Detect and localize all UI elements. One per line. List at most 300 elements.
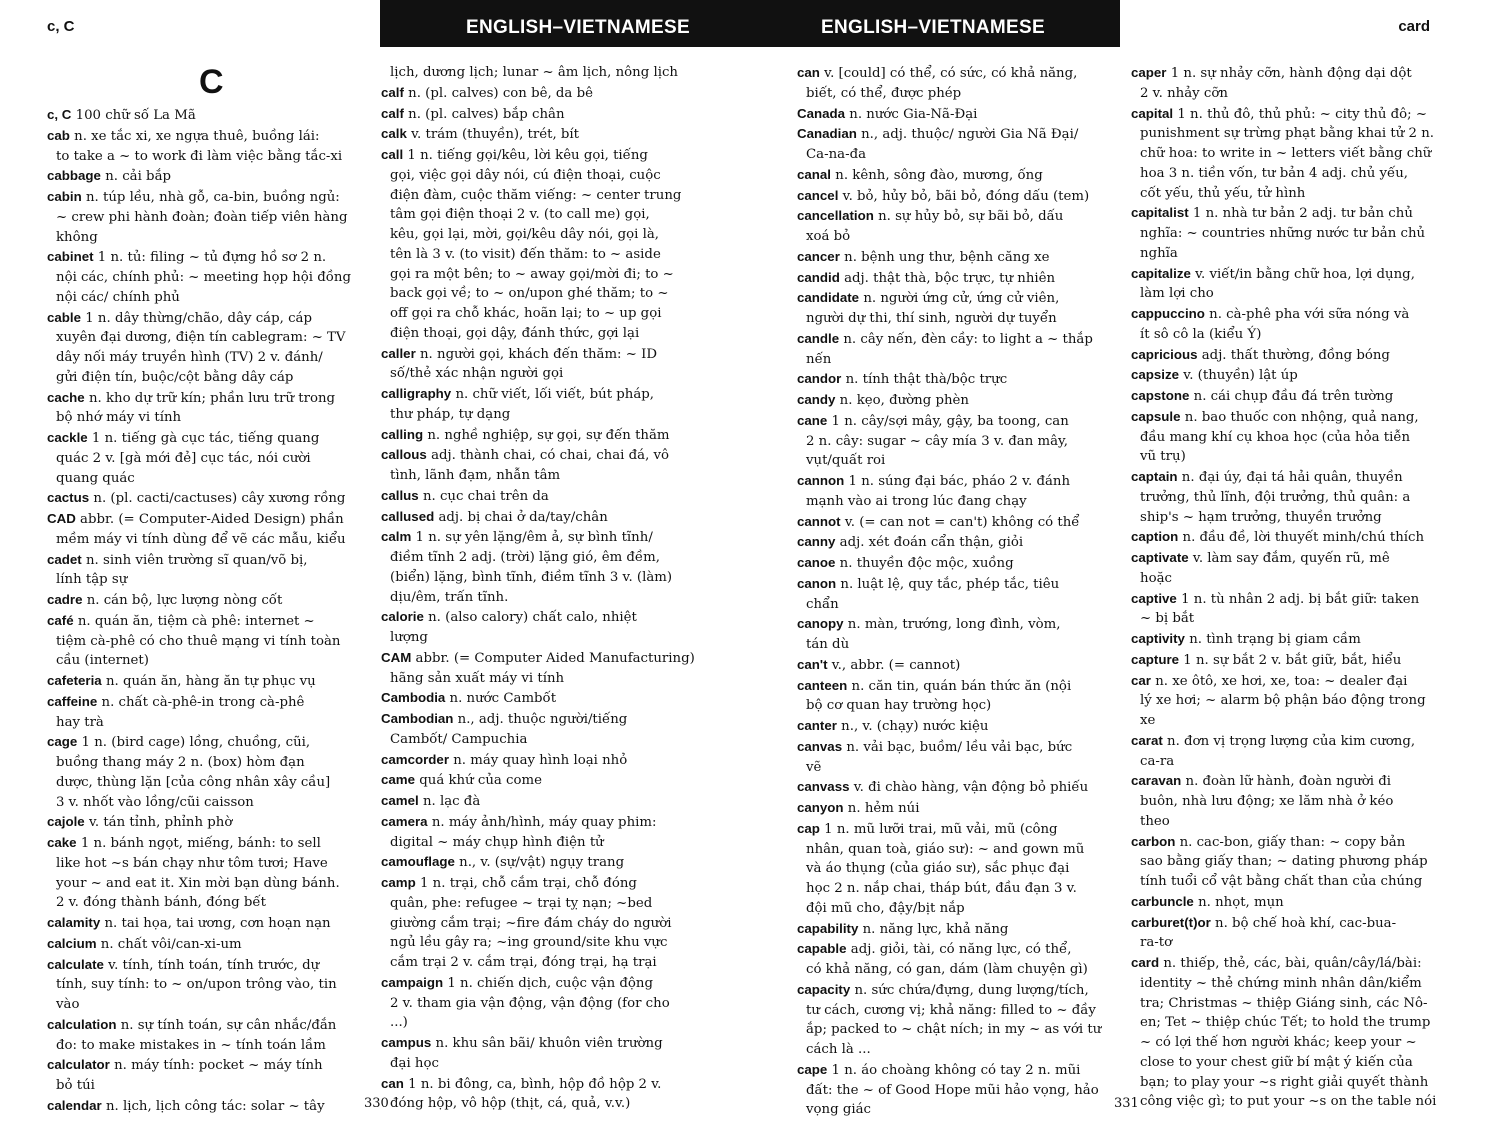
definition-text: thư pháp, tự dạng <box>390 406 511 422</box>
definition-text: quá khứ của come <box>419 773 542 789</box>
entry-line <box>1131 832 1456 853</box>
definition-text: n. người ứng cử, ứng cử viên, <box>863 291 1060 307</box>
entry-line <box>381 507 711 528</box>
definition-text: identity ~ thẻ chứng minh nhân dân/kiểm <box>1140 975 1422 991</box>
definition-text: n. cục chai trên da <box>422 488 549 504</box>
entry-continuation-line <box>381 628 711 648</box>
definition-text: n. cac-bon, giấy than: ~ copy bản <box>1179 834 1406 850</box>
entry-continuation-line <box>381 225 711 245</box>
definition-text: điện đàm, cuộc thăm viếng: ~ center trung <box>390 187 682 203</box>
entry-line <box>1131 913 1456 934</box>
entry-continuation-line <box>1131 691 1456 711</box>
headword: camel <box>381 793 419 808</box>
entry-line <box>1131 467 1456 488</box>
headword: capture <box>1131 651 1180 667</box>
entry-continuation-line <box>797 309 1119 329</box>
definition-text: quân, phe: refugee ~ trại tỵ nạn; ~bed <box>390 895 653 911</box>
entry-line <box>797 676 1119 697</box>
definition-text: n. vải bạc, buồm/ lều vải bạc, bức <box>846 739 1073 755</box>
headword: capsule <box>1131 408 1181 424</box>
definition-text: 1 n. cây/sợi mây, gậy, ba toong, can <box>831 413 1069 429</box>
definition-text: đo: to make mistakes in ~ tính toán lầm <box>56 1037 326 1053</box>
entry-continuation-line <box>1131 488 1456 508</box>
entry-line <box>381 344 711 365</box>
definition-text: n. luật lệ, quy tắc, phép tắc, tiêu <box>840 576 1060 592</box>
headword: card <box>1131 955 1160 970</box>
entry-line <box>47 488 369 509</box>
entry-continuation-line <box>1131 974 1456 994</box>
headword: camp <box>381 875 416 890</box>
headword: cache <box>47 389 85 405</box>
entry-line <box>797 247 1119 268</box>
definition-text: vũ trụ) <box>1140 449 1186 465</box>
definition-text: tiệm cà-phê có cho thuê mạng vi tính toàn <box>56 633 341 649</box>
entry-line <box>47 1055 369 1076</box>
headword: carbon <box>1131 833 1176 849</box>
definition-text: tư cách, cương vị; khả năng: filled to ~ đầy <box>806 1002 1096 1018</box>
entry-continuation-line <box>47 328 369 348</box>
definition-text: v. trám (thuyền), trét, bít <box>411 127 580 143</box>
entry-line <box>1131 629 1456 650</box>
entry-line <box>1131 264 1456 285</box>
definition-text: n. tình trạng bị giam cầm <box>1189 632 1361 647</box>
headword: candle <box>797 330 840 346</box>
definition-text: dược, thùng lặn [của công nhân xây cầu] <box>56 774 331 790</box>
headword: capability <box>797 920 859 936</box>
definition-text: ca-ra <box>1140 753 1175 769</box>
entry-line <box>1131 671 1456 692</box>
entry-continuation-line <box>381 548 711 568</box>
headword: Canadian <box>797 126 857 142</box>
entry-continuation-line <box>47 208 369 228</box>
entry-continuation-line <box>797 879 1119 899</box>
dictionary-column-4 <box>1131 63 1456 1112</box>
definition-text: buồng thang máy 2 n. (box) hòm đạn <box>56 755 305 770</box>
definition-text: bộ nhớ máy vi tính <box>56 410 182 426</box>
definition-text: n., adj. thuộc người/tiếng <box>457 712 628 727</box>
headword: capitalist <box>1131 205 1189 221</box>
entry-continuation-line <box>381 669 711 689</box>
definition-text: tán dù <box>806 637 850 652</box>
entry-continuation-line <box>797 1100 1119 1120</box>
definition-text: n. lịch, lịch công tác: solar ~ tây <box>105 1098 325 1114</box>
definition-text: tính, suy tính: to ~ on/upon trông vào, tin <box>56 977 337 993</box>
definition-text: nghĩa <box>1140 245 1178 261</box>
definition-text: lính tập sự <box>56 572 128 588</box>
entry-line <box>381 688 711 709</box>
entry-line <box>797 737 1119 758</box>
entry-line <box>381 104 711 125</box>
definition-text: mềm máy vi tính dùng để vẽ các mẫu, kiểu <box>56 531 346 547</box>
definition-text: v. đi chào hàng, vận động bỏ phiếu <box>853 780 1089 796</box>
guide-word-left: c, C <box>47 18 75 35</box>
entry-line <box>797 798 1119 819</box>
headword: capitalize <box>1131 265 1191 281</box>
definition-text: lượng <box>390 630 428 645</box>
definition-text: 1 n. tù nhân 2 adj. bị bắt giữ: taken <box>1181 591 1420 607</box>
headword: caper <box>1131 65 1167 80</box>
definition-text: n. bao thuốc con nhộng, quả nang, <box>1184 409 1419 425</box>
entry-continuation-line <box>1131 711 1456 731</box>
headword: cajole <box>47 814 85 830</box>
definition-text: n. sức chứa/đựng, dung lượng/tích, <box>854 982 1089 998</box>
definition-text: ~ crew phi hành đoàn; đoàn tiếp viên hàng <box>56 209 348 225</box>
entry-continuation-line <box>381 914 711 934</box>
definition-text: n. đoàn lữ hành, đoàn người đi <box>1185 774 1392 790</box>
entry-continuation-line <box>1131 1092 1456 1112</box>
headword: capable <box>797 941 847 957</box>
entry-continuation-line <box>381 1094 711 1114</box>
definition-text: n. căn tin, quán bán thức ăn (nội <box>851 678 1072 694</box>
definition-text: 1 n. súng đại bác, pháo 2 v. đánh <box>848 474 1071 489</box>
definition-text: lý xe hơi; ~ alarm bộ phận báo động trong <box>1140 693 1426 709</box>
definition-text: n. màn, trướng, long đình, vòm, <box>847 617 1061 633</box>
entry-line <box>381 973 711 994</box>
headword: callus <box>381 487 419 503</box>
entry-continuation-line <box>1131 872 1456 892</box>
entry-line <box>47 590 369 611</box>
entry-continuation-line <box>47 348 369 368</box>
definition-text: digital ~ máy chụp hình điện tử <box>390 834 604 850</box>
definition-text: ...) <box>390 1015 408 1031</box>
headword: canyon <box>797 800 844 815</box>
definition-text: tình, lãnh đạm, nhẫn tâm <box>390 468 561 483</box>
entry-continuation-line <box>1131 244 1456 264</box>
entry-continuation-line <box>381 265 711 285</box>
definition-text: 1 n. chiến dịch, cuộc vận động <box>447 975 653 991</box>
definition-text: n. tính thật thà/bộc trực <box>845 372 1008 388</box>
entry-line <box>1131 63 1456 84</box>
entry-continuation-line <box>381 405 711 425</box>
page-number-right: 331 <box>1114 1096 1139 1111</box>
entry-line <box>797 980 1119 1001</box>
headword: canopy <box>797 616 844 632</box>
entry-continuation-line <box>1131 1013 1456 1033</box>
headword: cable <box>47 309 82 325</box>
headword: capital <box>1131 105 1174 121</box>
entry-continuation-line <box>381 324 711 344</box>
definition-text: học 2 n. nắp chai, tháp bút, đầu đạn 3 v. <box>806 881 1077 896</box>
headword: caffeine <box>47 693 98 709</box>
entry-continuation-line <box>797 84 1119 104</box>
definition-text: điềm tĩnh 2 adj. (trời) lặng gió, êm đềm, <box>390 550 660 565</box>
definition-text: back gọi về; to ~ on/upon ghé thăm; to ~ <box>390 286 669 302</box>
definition-text: cầu (internet) <box>56 653 149 669</box>
headword: camcorder <box>381 751 449 767</box>
definition-text: adj. xét đoán cẩn thận, giỏi <box>839 535 1024 551</box>
headword: can <box>797 65 820 80</box>
entry-line <box>47 428 369 449</box>
headword: caller <box>381 345 416 361</box>
definition-text: v. tán tỉnh, phỉnh phờ <box>88 815 233 831</box>
definition-text: n. xe tắc xi, xe ngựa thuê, buồng lái: <box>74 128 320 144</box>
entry-continuation-line <box>381 833 711 853</box>
entry-continuation-line <box>47 469 369 489</box>
definition-text: đầu mang khí cụ khoa học (của hỏa tiễn <box>1140 429 1411 445</box>
definition-text: n. máy tính: pocket ~ máy tính <box>114 1058 323 1074</box>
entry-line <box>1131 527 1456 548</box>
entry-line <box>381 812 711 833</box>
entry-line <box>381 791 711 812</box>
definition-text: lịch, dương lịch; lunar ~ âm lịch, nông lịch <box>390 65 678 80</box>
definition-text: n. chất vôi/can-xi-um <box>100 936 242 952</box>
entry-line <box>797 206 1119 227</box>
definition-text: adj. thành chai, có chai, chai đá, vô <box>431 448 670 464</box>
definition-text: tra; Christmas ~ thiệp Giáng sinh, các Nô- <box>1140 995 1428 1011</box>
entry-continuation-line <box>47 753 369 773</box>
entry-line <box>47 550 369 571</box>
definition-text: 1 n. bánh ngọt, miếng, bánh: to sell <box>80 836 321 851</box>
definition-text: v. viết/in bằng chữ hoa, lợi dụng, <box>1195 266 1415 282</box>
headword: candy <box>797 392 836 407</box>
headword: cancer <box>797 248 840 264</box>
entry-line <box>797 1060 1119 1081</box>
entry-line <box>381 486 711 507</box>
entry-continuation-line <box>797 960 1119 980</box>
entry-continuation-line <box>381 1013 711 1033</box>
page-header-banner-right <box>750 0 1120 47</box>
definition-text: 1 n. bi đông, ca, bình, hộp đồ hộp 2 v. <box>408 1076 662 1092</box>
headword: candid <box>797 269 840 285</box>
definition-text: có khả năng, có gan, dám (làm chuyện gì) <box>806 962 1088 977</box>
definition-text: 1 n. sự nhảy cỡn, hành động dại dột <box>1170 66 1412 81</box>
entry-continuation-line <box>1131 1053 1456 1073</box>
definition-text: biết, có thể, được phép <box>806 85 962 101</box>
definition-text: ắp; packed to ~ chật ních; in my ~ as với tư <box>806 1022 1102 1038</box>
definition-text: đội mũ cho, đậy/bịt nắp <box>806 900 965 916</box>
definition-text: ngủ lều gây ra; ~ing ground/site khu vực <box>390 935 668 951</box>
definition-text: cắm trại 2 v. cắm trại, đóng trại, hạ trại <box>390 955 657 970</box>
entry-line <box>1131 953 1456 974</box>
headword: can't <box>797 656 828 672</box>
entry-line <box>797 186 1119 207</box>
headword: camouflage <box>381 854 455 870</box>
entry-line <box>381 873 711 894</box>
definition-text: mạnh vào ai trong lúc đang chạy <box>806 493 1027 509</box>
headword: carat <box>1131 732 1163 748</box>
definition-text: nhân, quan toà, giáo sư): ~ and gown mũ <box>806 841 1085 857</box>
definition-text: xe <box>1140 713 1156 728</box>
entry-continuation-line <box>797 696 1119 716</box>
entry-continuation-line <box>47 1036 369 1056</box>
headword: candidate <box>797 290 860 306</box>
entry-line <box>1131 203 1456 224</box>
definition-text: n. lạc đà <box>422 794 481 809</box>
entry-line <box>47 1015 369 1036</box>
definition-text: đất: the ~ of Good Hope mũi hảo vọng, hảo <box>806 1082 1099 1098</box>
entry-continuation-line <box>797 451 1119 471</box>
entry-continuation-line <box>47 368 369 388</box>
definition-text: 1 n. thủ đô, thủ phủ: ~ city thủ đô; ~ <box>1177 106 1427 122</box>
entry-line <box>797 614 1119 635</box>
entry-line <box>797 819 1119 840</box>
definition-text: n., v. (chạy) nước kiệu <box>841 719 989 734</box>
entry-continuation-line <box>47 570 369 590</box>
headword: callous <box>381 447 427 463</box>
definition-text: 1 n. sự yên lặng/êm ả, sự bình tĩnh/ <box>415 530 653 546</box>
definition-text: n. nghề nghiệp, sự gọi, sự đến thăm <box>427 427 670 443</box>
headword: calamity <box>47 915 101 930</box>
definition-text: trưởng, thủ lĩnh, đội trưởng, thủ quân: a <box>1140 489 1411 505</box>
definition-text: vào <box>56 997 80 1012</box>
entry-continuation-line <box>47 1076 369 1096</box>
definition-text: n. năng lực, khả năng <box>862 921 1009 937</box>
entry-line <box>47 1096 369 1117</box>
definition-text: ship's ~ hạm trưởng, thuyền trưởng <box>1140 509 1382 525</box>
entry-continuation-line <box>47 793 369 813</box>
entry-continuation-line <box>381 1054 711 1074</box>
definition-text: off gọi ra chỗ khác, hoãn lại; to ~ up gọi <box>390 306 662 321</box>
entry-continuation-line <box>1131 933 1456 953</box>
headword: capstone <box>1131 388 1190 403</box>
definition-text: chữ hoa: to write in ~ letters viết bằng chữ <box>1140 146 1432 161</box>
entry-continuation-line <box>47 147 369 167</box>
definition-text: n. bộ chế hoà khí, cac-bua- <box>1215 915 1397 931</box>
definition-text: n. kho dự trữ kín; phần lưu trữ trong <box>88 390 336 406</box>
entry-line <box>797 390 1119 411</box>
definition-text: Ca-na-đa <box>806 147 867 162</box>
entry-line <box>381 648 711 669</box>
entry-continuation-line <box>797 145 1119 165</box>
entry-continuation-line <box>797 635 1119 655</box>
definition-text: nghĩa: ~ countries những nước tư bản chủ <box>1140 226 1426 241</box>
headword: cappuccino <box>1131 306 1205 321</box>
definition-text: làm lợi cho <box>1140 286 1214 302</box>
definition-text: 2 v. đóng thành bánh, đóng bết <box>56 895 266 911</box>
entry-continuation-line <box>1131 224 1456 244</box>
headword: cancel <box>797 187 839 203</box>
definition-text: n. nước Cambốt <box>449 691 557 707</box>
headword: cafeteria <box>47 673 102 688</box>
entry-line <box>797 369 1119 390</box>
entry-line <box>1131 407 1456 428</box>
definition-text: nến <box>806 351 832 367</box>
entry-continuation-line <box>381 953 711 973</box>
headword: canter <box>797 718 837 733</box>
headword: calcium <box>47 935 97 951</box>
definition-text: n. tai họa, tai ương, cơn hoạn nạn <box>104 916 331 931</box>
definition-text: ít sô cô la (kiểu Ý) <box>1140 326 1262 342</box>
definition-text: adj. thất thường, đồng bóng <box>1201 347 1390 363</box>
definition-text: n. khu sân bãi/ khuôn viên trường <box>435 1036 663 1051</box>
definition-text: dịu/êm, trấn tĩnh. <box>390 589 509 605</box>
entry-continuation-line <box>47 228 369 248</box>
entry-line <box>797 919 1119 940</box>
definition-text: n. sinh viên trường sĩ quan/võ bị, <box>85 552 308 568</box>
headword: can <box>381 1075 404 1091</box>
definition-text: v. làm say đắm, quyến rũ, mê <box>1192 551 1390 566</box>
headword: campus <box>381 1035 432 1050</box>
headword: cage <box>47 734 78 750</box>
definition-text: n. kẹo, đường phèn <box>839 393 969 408</box>
definition-text: 1 n. tiếng gà cục tác, tiếng quang <box>91 431 320 446</box>
entry-continuation-line <box>797 350 1119 370</box>
headword: cake <box>47 835 77 850</box>
definition-text: bạn; to play your ~s right giải quyết thành <box>1140 1074 1429 1090</box>
headword: canny <box>797 534 836 550</box>
entry-continuation-line <box>47 651 369 671</box>
definition-text: 1 n. trại, chỗ cắm trại, chỗ đóng <box>419 876 637 891</box>
headword: c, C <box>47 107 72 122</box>
definition-text: cốt yếu, thủ yếu, tử hình <box>1140 185 1306 201</box>
entry-line <box>47 671 369 692</box>
entry-line <box>797 655 1119 676</box>
entry-line <box>797 165 1119 186</box>
headword: canon <box>797 575 837 591</box>
entry-continuation-line <box>381 588 711 608</box>
definition-text: sao bằng giấy than; ~ dating phương pháp <box>1140 854 1428 870</box>
definition-text: nội các, chính phủ: ~ meeting họp hội đồng <box>56 270 351 285</box>
guide-word-right: card <box>1398 18 1430 35</box>
definition-text: 100 chữ số La Mã <box>75 108 196 123</box>
entry-continuation-line <box>1131 1073 1456 1093</box>
headword: carbuncle <box>1131 893 1194 909</box>
entry-line <box>1131 771 1456 792</box>
entry-continuation-line <box>381 63 711 83</box>
headword: canvass <box>797 779 850 795</box>
headword: camera <box>381 813 428 829</box>
definition-text: adj. giỏi, tài, có năng lực, có thể, <box>850 942 1072 958</box>
definition-text: n. nhọt, mụn <box>1198 894 1284 910</box>
definition-text: n. cây nến, đèn cầy: to light a ~ thắp <box>843 331 1093 347</box>
definition-text: v. (thuyền) lật úp <box>1183 368 1298 384</box>
definition-text: 1 n. sự bắt 2 v. bắt giữ, bắt, hiểu <box>1183 652 1402 668</box>
entry-line <box>797 574 1119 595</box>
headword: canoe <box>797 555 836 570</box>
dictionary-column-2 <box>381 63 711 1114</box>
definition-text: kêu, gọi lại, mời, gọi/kêu dây nói, gọi là, <box>390 227 659 242</box>
definition-text: số/thẻ xác nhận người gọi <box>390 366 564 382</box>
entry-line <box>47 611 369 632</box>
headword: Canada <box>797 105 846 121</box>
headword: CAM <box>381 649 412 665</box>
definition-text: 1 n. áo choàng không có tay 2 n. mũi <box>831 1062 1081 1078</box>
definition-text: 1 n. tiếng gọi/kêu, lời kêu gọi, tiếng <box>407 148 648 163</box>
headword: cabbage <box>47 168 101 184</box>
definition-text: hay trà <box>56 714 104 730</box>
entry-continuation-line <box>1131 164 1456 184</box>
entry-line <box>797 288 1119 309</box>
definition-text: n. người gọi, khách đến thăm: ~ ID <box>419 346 658 362</box>
headword: cap <box>797 820 820 836</box>
headword: cabinet <box>47 249 94 265</box>
definition-text: adj. bị chai ở da/tay/chân <box>438 509 608 525</box>
definition-text: dây nối máy truyền hình (TV) 2 v. đánh/ <box>56 350 323 365</box>
entry-line <box>797 63 1119 84</box>
entry-continuation-line <box>1131 184 1456 204</box>
headword: capacity <box>797 981 851 997</box>
headword: canal <box>797 166 832 182</box>
entry-continuation-line <box>1131 84 1456 104</box>
entry-continuation-line <box>381 466 711 486</box>
entry-line <box>797 532 1119 553</box>
entry-continuation-line <box>1131 284 1456 304</box>
definition-text: n. (also calory) chất calo, nhiệt <box>428 610 637 626</box>
entry-continuation-line <box>381 568 711 588</box>
definition-text: n. xe ôtô, xe hơi, xe, toa: ~ dealer đại <box>1155 673 1408 689</box>
entry-continuation-line <box>381 364 711 384</box>
entry-continuation-line <box>47 713 369 733</box>
headword: came <box>381 772 416 788</box>
entry-line <box>381 852 711 873</box>
entry-line <box>381 709 711 730</box>
entry-line <box>47 955 369 976</box>
definition-text: chẩn <box>806 596 839 612</box>
entry-continuation-line <box>1131 752 1456 772</box>
headword: café <box>47 612 74 628</box>
definition-text: 1 n. (bird cage) lồng, chuồng, cũi, <box>81 735 311 751</box>
entry-line <box>1131 650 1456 671</box>
